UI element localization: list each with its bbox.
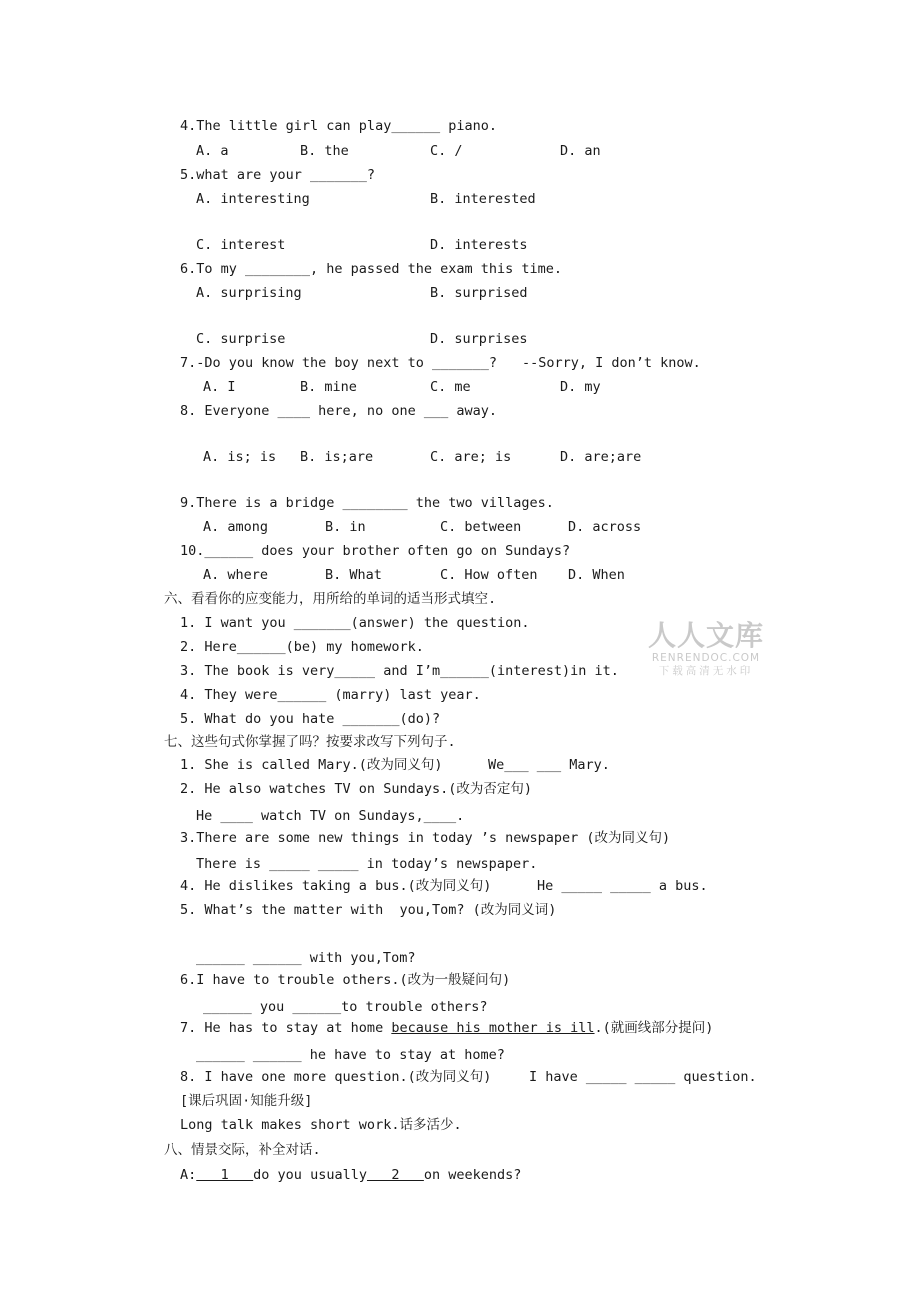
s7-item-1: 1. She is called Mary.(改为同义句): [180, 757, 443, 773]
q7-option-d: D. my: [560, 379, 601, 395]
q8-option-c: C. are; is: [430, 449, 512, 465]
q5-option-c: C. interest: [196, 237, 286, 253]
q6-option-b: B. surprised: [430, 285, 528, 301]
q5-option-a: A. interesting: [196, 191, 310, 207]
s7-item-3-answer: There is _____ _____ in today’s newspaper.: [196, 856, 538, 872]
q6-option-c: C. surprise: [196, 331, 286, 347]
s7-item-4: 4. He dislikes taking a bus.(改为同义句): [180, 878, 492, 894]
question-5-stem: 5.what are your _______?: [180, 167, 376, 183]
q8-option-b: B. is;are: [300, 449, 374, 465]
question-7-stem: 7.-Do you know the boy next to _______?: [180, 355, 497, 371]
q5-option-b: B. interested: [430, 191, 536, 207]
watermark: [648, 620, 764, 678]
s6-item-1: 1. I want you _______(answer) the question.: [180, 615, 530, 631]
s7-item-2-answer: He ____ watch TV on Sundays,____.: [196, 808, 465, 824]
question-9-stem: 9.There is a bridge ________ the two villages.: [180, 495, 554, 511]
s7-item-3: 3.There are some new things in today ’s newspaper (改为同义句): [180, 830, 671, 846]
s6-item-4: 4. They were______ (marry) last year.: [180, 687, 481, 703]
q6-option-d: D. surprises: [430, 331, 528, 347]
s7-item-1-answer: We___ ___ Mary.: [488, 757, 610, 773]
question-4-stem: 4.The little girl can play______ piano.: [180, 118, 497, 134]
q7-option-b: B. mine: [300, 379, 357, 395]
s7-item-8-answer: I have _____ _____ question.: [529, 1069, 757, 1085]
q8-option-a: A. is; is: [203, 449, 277, 465]
s6-item-2: 2. Here______(be) my homework.: [180, 639, 424, 655]
q7-option-c: C. me: [430, 379, 471, 395]
q4-option-c: C. /: [430, 143, 463, 159]
q4-option-a: A. a: [196, 143, 229, 159]
q9-option-a: A. among: [203, 519, 269, 535]
watermark-site: RENRENDOC.COM: [651, 652, 761, 664]
s7-item-6-answer: ______ you ______to trouble others?: [203, 999, 488, 1015]
s6-item-5: 5. What do you hate _______(do)?: [180, 711, 441, 727]
underlined-phrase: because his mother is ill: [391, 1020, 595, 1036]
q6-option-a: A. surprising: [196, 285, 302, 301]
q4-option-d: D. an: [560, 143, 601, 159]
blank-1: 1: [196, 1167, 254, 1183]
q10-option-a: A. where: [203, 567, 269, 583]
s7-item-7: 7. He has to stay at home because his mother is ill.(就画线部分提问): [180, 1020, 714, 1036]
s7-item-5-answer: ______ ______ with you,Tom?: [196, 950, 416, 966]
q10-option-b: B. What: [325, 567, 382, 583]
question-6-stem: 6.To my ________, he passed the exam this time.: [180, 261, 563, 277]
s7-item-5: 5. What’s the matter with you,Tom? (改为同义词): [180, 902, 557, 918]
section-7-heading: 七、这些句式你掌握了吗？按要求改写下列句子.: [164, 734, 456, 750]
q5-option-d: D. interests: [430, 237, 528, 253]
question-7-reply: --Sorry, I don’t know.: [522, 355, 701, 371]
watermark-title: 人人文库: [648, 619, 765, 652]
question-8-stem: 8. Everyone ____ here, no one ___ away.: [180, 403, 497, 419]
q4-option-b: B. the: [300, 143, 349, 159]
q9-option-c: C. between: [440, 519, 522, 535]
blank-2: 2: [366, 1167, 424, 1183]
s7-item-4-answer: He _____ _____ a bus.: [537, 878, 708, 894]
dialogue-line-a: A: 1 do you usually 2 on weekends?: [180, 1167, 522, 1183]
proverb: Long talk makes short work.话多活少.: [180, 1117, 462, 1133]
s6-item-3: 3. The book is very_____ and I’m______(interest)in it.: [180, 663, 619, 679]
section-8-heading: 八、情景交际，补全对话.: [164, 1142, 321, 1158]
q9-option-b: B. in: [325, 519, 366, 535]
consolidation-heading: [课后巩固·知能升级]: [180, 1093, 313, 1109]
watermark-caption: 下载高清无水印: [658, 665, 754, 677]
s7-item-8: 8. I have one more question.(改为同义句): [180, 1069, 492, 1085]
section-6-heading: 六、看看你的应变能力，用所给的单词的适当形式填空.: [164, 591, 497, 607]
q7-option-a: A. I: [203, 379, 236, 395]
q9-option-d: D. across: [568, 519, 642, 535]
s7-item-6: 6.I have to trouble others.(改为一般疑问句): [180, 972, 511, 988]
s7-item-2: 2. He also watches TV on Sundays.(改为否定句): [180, 781, 532, 797]
q8-option-d: D. are;are: [560, 449, 642, 465]
question-10-stem: 10.______ does your brother often go on Sundays?: [180, 543, 571, 559]
q10-option-d: D. When: [568, 567, 625, 583]
q10-option-c: C. How often: [440, 567, 538, 583]
s7-item-7-answer: ______ ______ he have to stay at home?: [196, 1047, 505, 1063]
